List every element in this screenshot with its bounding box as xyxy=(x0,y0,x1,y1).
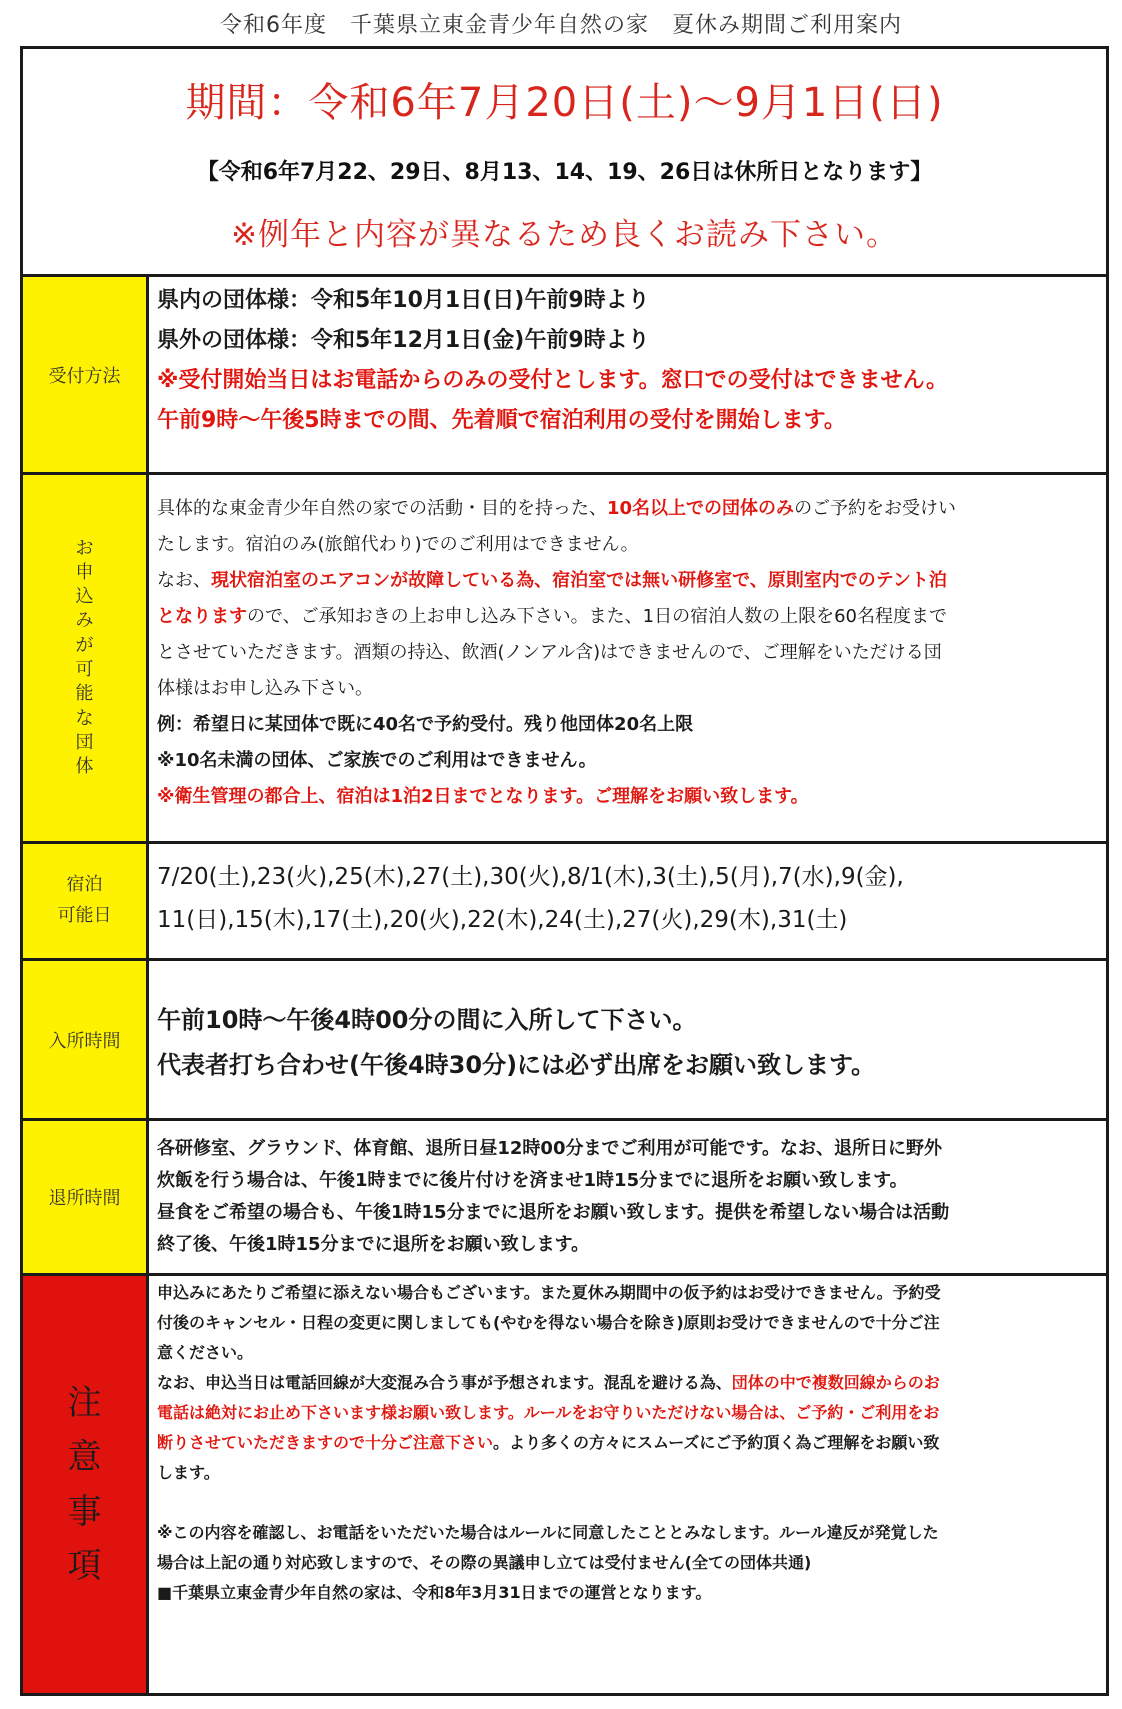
check-out-line-2: 炊飯を行う場合は、午後1時までに後片付けを済ませ1時15分までに退所をお願い致します。 xyxy=(157,1170,908,1191)
stay-dates-row xyxy=(23,844,1106,961)
notes-label-char: 事 xyxy=(67,1491,102,1532)
notes-line-5: 電話は絶対にお止め下さいます様お願い致します。ルールをお守りいただけない場合は、ご予約・ご利用をお xyxy=(157,1403,940,1422)
notes-line-9: 場合は上記の通り対応致しますので、その際の異議申し立ては受付ません(全ての団体共通) xyxy=(157,1553,812,1572)
stay-dates-content xyxy=(157,844,1100,958)
closed-days-text: 【令和6年7月22、29日、8月13、14、19、26日は休所日となります】 xyxy=(196,160,933,185)
reception-line-2: 県外の団体様：令和5年12月1日(金)午前9時より xyxy=(157,328,650,353)
eligible-line-1: 具体的な東金青少年自然の家での活動・目的を持った、10名以上での団体のみのご予約をお受けい xyxy=(157,498,957,519)
eligible-label-char: 可 xyxy=(75,659,94,680)
check-in-label: 入所時間 xyxy=(23,961,149,1118)
eligible-label-char: み xyxy=(75,610,94,632)
eligible-line-5: とさせていただきます。酒類の持込、飲酒(ノンアル含)はできませんので、ご理解をいただける団 xyxy=(157,642,942,663)
check-out-line-3: 昼食をご希望の場合も、午後1時15分までに退所をお願い致します。提供を希望しない場合は活動 xyxy=(157,1202,950,1223)
check-out-line-4: 終了後、午後1時15分までに退所をお願い致します。 xyxy=(157,1234,590,1255)
notes-content xyxy=(157,1276,1100,1693)
eligible-label xyxy=(23,475,149,841)
notes-line-3: 意ください。 xyxy=(157,1343,254,1362)
notes-label-char: 項 xyxy=(67,1545,102,1586)
period-header xyxy=(23,49,1106,277)
eligible-label-char: お xyxy=(75,537,94,559)
reception-line-3: ※受付開始当日はお電話からのみの受付とします。窓口での受付はできません。 xyxy=(157,368,948,393)
eligible-line-2: たします。宿泊のみ(旅館代わり)でのご利用はできません。 xyxy=(157,534,639,555)
notes-label-char: 意 xyxy=(67,1437,102,1478)
check-in-line-2: 代表者打ち合わせ(午後4時30分)には必ず出席をお願い致します。 xyxy=(157,1051,876,1079)
document-title: 令和6年度 千葉県立東金青少年自然の家 夏休み期間ご利用案内 xyxy=(220,13,902,38)
notes-spacer xyxy=(157,1488,1100,1518)
stay-dates-label: 宿泊 可能日 xyxy=(23,844,149,958)
eligible-line-9: ※衛生管理の都合上、宿泊は1泊2日までとなります。ご理解をお願い致します。 xyxy=(157,786,809,807)
reception-line-4: 午前9時～午後5時までの間、先着順で宿泊利用の受付を開始します。 xyxy=(157,408,846,433)
reception-content xyxy=(157,277,1100,472)
reception-row xyxy=(23,277,1106,475)
check-out-content xyxy=(157,1121,1100,1273)
period-text: 期間：令和6年7月20日(土)～9月1日(日) xyxy=(185,80,944,126)
eligible-label-char: 能 xyxy=(75,683,94,705)
eligible-label-char: 体 xyxy=(75,756,94,778)
eligible-line-6: 体様はお申し込み下さい。 xyxy=(157,678,373,699)
notes-line-6: 断りさせていただきますので十分ご注意下さい。より多くの方々にスムーズにご予約頂く為ご理解をお願い致 xyxy=(157,1433,940,1452)
check-in-content xyxy=(157,961,1100,1118)
notes-line-7: します。 xyxy=(157,1463,220,1482)
info-table xyxy=(20,46,1109,1696)
notes-line-1: 申込みにあたりご希望に添えない場合もございます。また夏休み期間中の仮予約はお受けできません。予約受 xyxy=(157,1283,941,1302)
eligible-label-char: な xyxy=(75,707,94,729)
eligible-label-char: 申 xyxy=(75,561,94,583)
notes-label-char: 注 xyxy=(67,1382,102,1423)
stay-dates-line-1: 7/20(土),23(火),25(木),27(土),30(火),8/1(木),3(土),5(月),7(水),9(金), xyxy=(157,864,904,890)
reception-label: 受付方法 xyxy=(23,277,149,472)
notes-line-10: ■千葉県立東金青少年自然の家は、令和8年3月31日までの運営となります。 xyxy=(157,1583,712,1602)
check-out-row xyxy=(23,1121,1106,1276)
eligible-label-char: 込 xyxy=(75,586,94,608)
eligible-label-char: が xyxy=(75,634,94,656)
stay-dates-line-2: 11(日),15(木),17(土),20(火),22(木),24(土),27(火),29(木),31(土) xyxy=(157,907,848,933)
check-out-label: 退所時間 xyxy=(23,1121,149,1273)
eligible-content xyxy=(157,475,1100,841)
notes-label xyxy=(23,1276,149,1693)
notes-line-4: なお、申込当日は電話回線が大変混み合う事が予想されます。混乱を避ける為、団体の中で複数回線からのお xyxy=(157,1373,940,1392)
eligible-line-8: ※10名未満の団体、ご家族でのご利用はできません。 xyxy=(157,750,597,771)
check-in-line-1: 午前10時～午後4時00分の間に入所して下さい。 xyxy=(157,1006,697,1034)
attention-text: ※例年と内容が異なるため良くお読み下さい。 xyxy=(231,217,898,253)
check-out-line-1: 各研修室、グラウンド、体育館、退所日昼12時00分までご利用が可能です。なお、退所日に野外 xyxy=(157,1138,943,1159)
eligible-line-7: 例：希望日に某団体で既に40名で予約受付。残り他団体20名上限 xyxy=(157,714,694,735)
eligible-row xyxy=(23,475,1106,844)
eligible-line-3: なお、現状宿泊室のエアコンが故障している為、宿泊室では無い研修室で、原則室内でのテント泊 xyxy=(157,570,947,591)
eligible-line-4: となりますので、ご承知おきの上お申し込み下さい。また、1日の宿泊人数の上限を60名程度まで xyxy=(157,606,947,627)
notes-row xyxy=(23,1276,1106,1693)
notes-line-8: ※この内容を確認し、お電話をいただいた場合はルールに同意したこととみなします。ルール違反が発覚した xyxy=(157,1523,939,1542)
reception-line-1: 県内の団体様：令和5年10月1日(日)午前9時より xyxy=(157,288,650,313)
check-in-row xyxy=(23,961,1106,1121)
eligible-label-char: 団 xyxy=(75,731,94,753)
notes-line-2: 付後のキャンセル・日程の変更に関しましても(やむを得ない場合を除き)原則お受けできませんので十分ご注 xyxy=(157,1313,940,1332)
